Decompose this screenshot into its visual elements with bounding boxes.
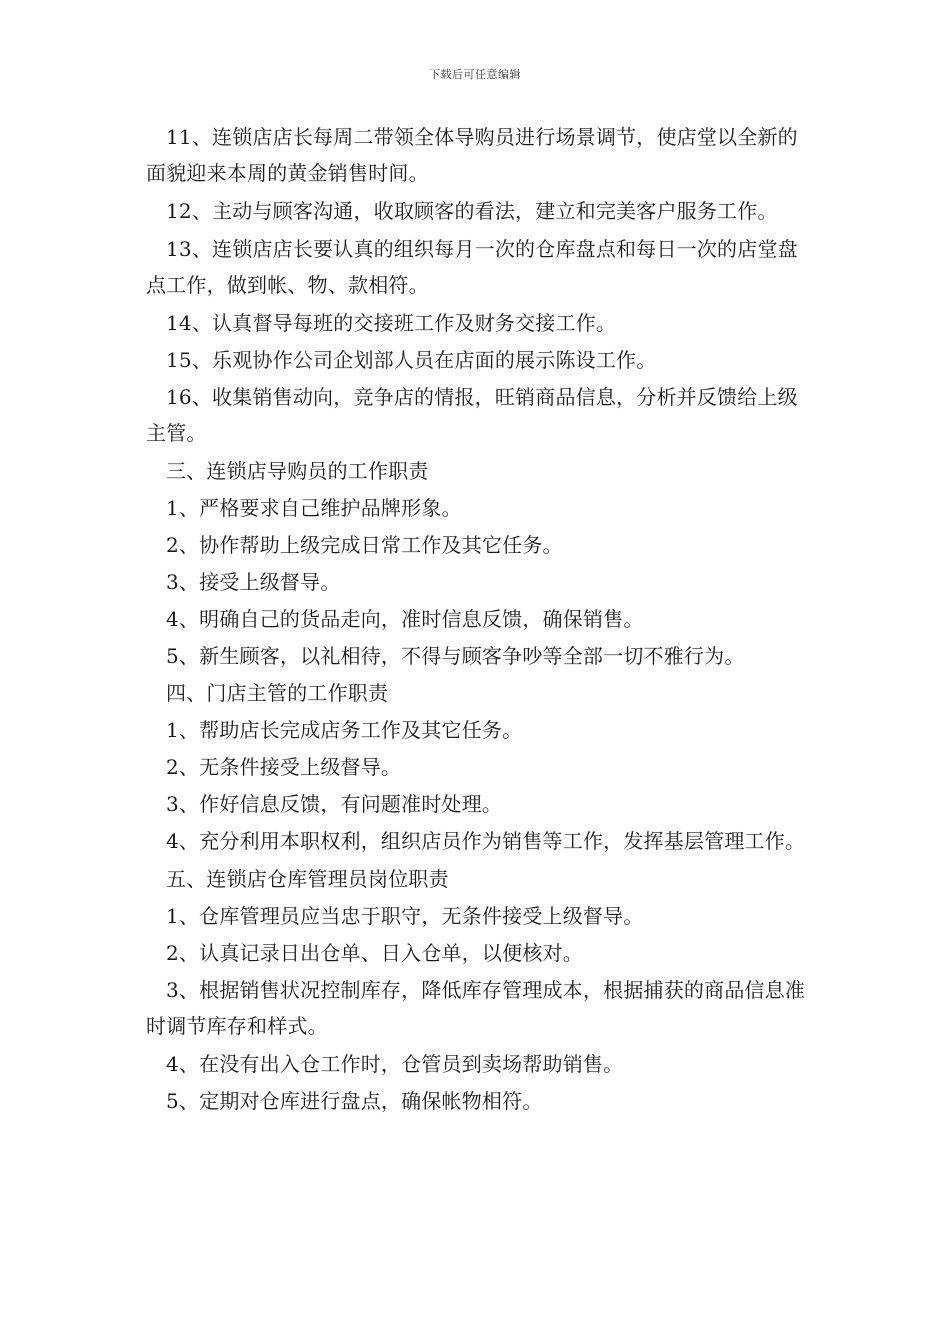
list-item: 5、定期对仓库进行盘点，确保帐物相符。 <box>166 1089 543 1113</box>
page-header: 下载后可任意编辑 <box>429 68 521 81</box>
document-body <box>146 119 810 1120</box>
paragraph-item-13: 13、连锁店店长要认真的组织每月一次的仓库盘点和每日一次的店堂盘点工作，做到帐、物、款相符。 <box>146 237 798 297</box>
list-item: 2、无条件接受上级督导。 <box>166 755 402 779</box>
list-item: 4、明确自己的货品走向，准时信息反馈，确保销售。 <box>166 607 644 631</box>
paragraph-item-12: 12、主动与顾客沟通，收取顾客的看法，建立和完美客户服务工作。 <box>166 199 778 223</box>
list-item: 2、认真记录日出仓单、日入仓单，以便核对。 <box>166 941 583 965</box>
list-item: 1、严格要求自己维护品牌形象。 <box>166 496 462 520</box>
list-item: 1、仓库管理员应当忠于职守，无条件接受上级督导。 <box>166 904 644 928</box>
section-heading-5: 五、连锁店仓库管理员岗位职责 <box>166 867 449 891</box>
list-item: 4、在没有出入仓工作时，仓管员到卖场帮助销售。 <box>166 1052 624 1076</box>
list-item: 3、作好信息反馈，有问题准时处理。 <box>166 792 503 816</box>
list-item: 5、新生顾客，以礼相待，不得与顾客争吵等全部一切不雅行为。 <box>166 644 745 668</box>
list-item: 4、充分利用本职权利，组织店员作为销售等工作，发挥基层管理工作。 <box>166 829 806 853</box>
list-item: 2、协作帮助上级完成日常工作及其它任务。 <box>166 533 563 557</box>
list-item: 1、帮助店长完成店务工作及其它任务。 <box>166 718 523 742</box>
paragraph-item-15: 15、乐观协作公司企划部人员在店面的展示陈设工作。 <box>166 348 657 372</box>
section-heading-4: 四、门店主管的工作职责 <box>166 681 389 705</box>
paragraph-item-11: 11、连锁店店长每周二带领全体导购员进行场景调节，使店堂以全新的面貌迎来本周的黄金销售时间。 <box>146 125 798 185</box>
list-item: 3、接受上级督导。 <box>166 570 341 594</box>
list-item: 3、根据销售状况控制库存，降低库存管理成本，根据捕获的商品信息准时调节库存和样式。 <box>146 978 806 1038</box>
paragraph-item-16: 16、收集销售动向，竞争店的情报，旺销商品信息，分析并反馈给上级主管。 <box>146 385 798 445</box>
paragraph-item-14: 14、认真督导每班的交接班工作及财务交接工作。 <box>166 311 617 335</box>
section-heading-3: 三、连锁店导购员的工作职责 <box>166 459 429 483</box>
